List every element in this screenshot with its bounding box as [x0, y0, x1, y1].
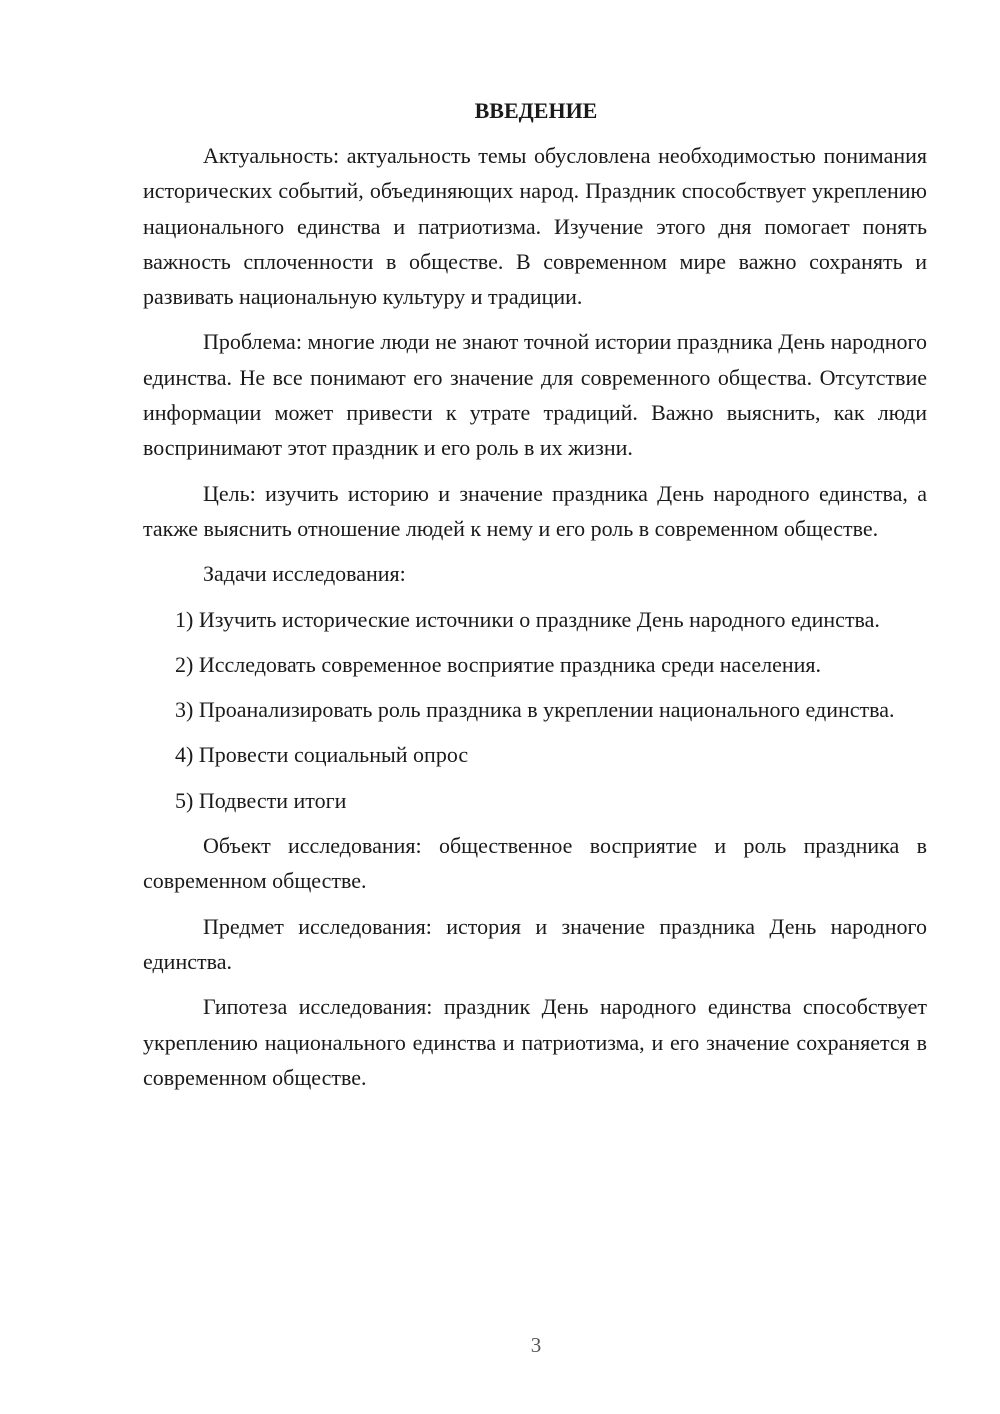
- section-title: ВВЕДЕНИЕ: [474, 98, 598, 123]
- object-paragraph: Объект исследования: общественное восприятие и роль праздника в современном обществе.: [143, 833, 927, 894]
- page-content: [143, 93, 927, 1105]
- task-item-1: 1) Изучить исторические источники о празднике День народного единства.: [175, 606, 880, 632]
- relevance-paragraph: Актуальность: актуальность темы обусловлена необходимостью понимания исторических событий, объединяющих народ. Праздник способствует укреплению национального единства и патриотизма. Изучение этого дня помогает понять важность сплоченности в обществе. В современном мире важно сохранять и развивать национальную культуру и традиции.: [143, 143, 927, 310]
- task-item-2: 2) Исследовать современное восприятие праздника среди населения.: [175, 651, 822, 677]
- problem-paragraph: Проблема: многие люди не знают точной истории праздника День народного единства. Не все понимают его значение для современного общества. Отсутствие информации может привести к утрате традиций. Важно выяснить, как люди воспринимают этот праздник и его роль в их жизни.: [143, 329, 927, 461]
- tasks-heading: Задачи исследования:: [203, 561, 406, 587]
- subject-paragraph: Предмет исследования: история и значение праздника День народного единства.: [143, 913, 927, 974]
- task-item-5: 5) Подвести итоги: [175, 787, 347, 813]
- task-item-4: 4) Провести социальный опрос: [175, 742, 469, 768]
- goal-paragraph: Цель: изучить историю и значение праздника День народного единства, а также выяснить отношение людей к нему и его роль в современном обществе.: [143, 480, 927, 541]
- task-item-3: 3) Проанализировать роль праздника в укреплении национального единства.: [175, 697, 895, 723]
- page-number: 3: [530, 1333, 542, 1357]
- hypothesis-paragraph: Гипотеза исследования: праздник День народного единства способствует укреплению национального единства и патриотизма, и его значение сохраняется в современном обществе.: [143, 994, 927, 1090]
